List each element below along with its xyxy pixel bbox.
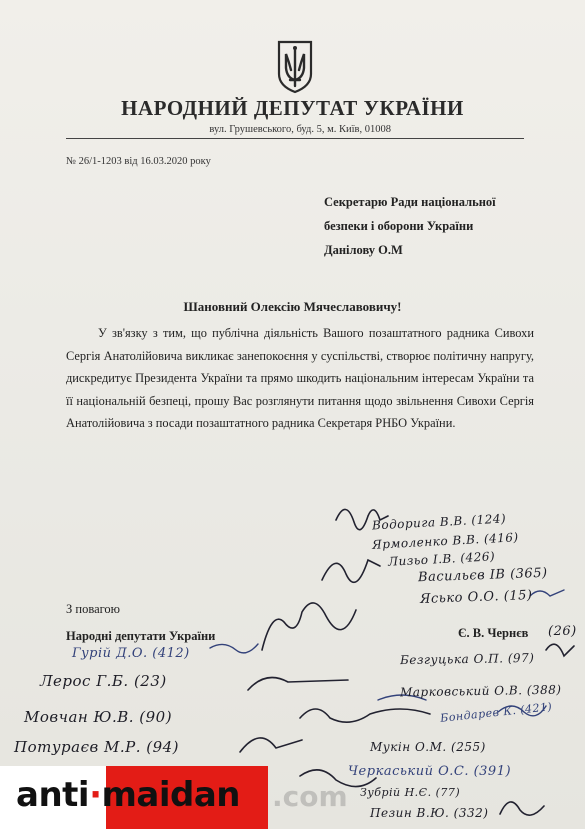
watermark-text [16,775,240,815]
handwritten-entry: Васильєв ІВ (365) [417,565,548,586]
handwritten-entry: Лерос Г.Б. (23) [40,672,167,690]
trident-emblem-icon [277,40,313,94]
addressee-line: безпеки і оборони України [324,219,474,233]
handwritten-entry: Бондарев К. (421) [439,700,553,725]
letterhead-divider [66,138,524,139]
signature-stroke [530,590,564,596]
handwritten-entry: Зубрій Н.Є. (77) [360,786,461,799]
watermark-dot: · [89,775,102,815]
handwritten-entry: Черкаський О.С. (391) [348,764,512,779]
handwritten-entry: Мовчан Ю.В. (90) [24,708,173,726]
signature-stroke [262,603,356,650]
signature-stroke [546,644,574,656]
handwritten-entry: Марковський О.В. (388) [399,682,562,700]
handwritten-entry: Потураєв М.Р. (94) [14,738,180,756]
handwritten-entry: (26) [548,624,577,639]
salutation: Шановний Олексію Мячеславовичу! [183,299,402,314]
watermark-domain: .com [272,780,348,813]
addressee-line: Секретарю Ради національної [324,195,496,209]
handwritten-entry: Ясько О.О. (15) [419,588,533,607]
reference-number: № 26/1-1203 від 16.03.2020 року [66,156,211,167]
signer-title: Народні депутати України [66,629,216,643]
addressee-line: Данілову О.М [324,243,403,257]
signature-stroke [210,644,258,653]
addressee-block [324,190,554,262]
handwritten-entry: Лизьо І.В. (426) [387,549,496,569]
handwritten-entry: Водорига В.В. (124) [371,511,507,533]
handwritten-entry: Гурій Д.О. (412) [72,646,190,661]
letterhead-address: вул. Грушевського, буд. 5, м. Київ, 01008 [209,124,391,135]
handwritten-entry: Ярмоленко В.В. (416) [371,530,520,552]
signature-stroke [240,738,302,752]
watermark-part-maidan: maidan [101,775,240,815]
watermark-part-anti: anti [16,775,90,815]
handwritten-entry: Пезин В.Ю. (332) [370,806,489,820]
signature-stroke [322,560,380,582]
handwritten-entry: Безгуцька О.П. (97) [399,650,535,668]
letter-body: У зв'язку з тим, що публічна діяльність Вашого позаштатного радника Сивохи Сергія Анатолійовича викликає занепокоєння у суспільстві, створює політичну напругу, дискредитує Президента України та прямо шкодить національним інтересам України та її національній безпеці, прошу Вас розглянути питання щодо звільнення Сивохи Сергія Анатолійовича з посади позаштатного радника Секретаря РНБО України. [66,326,534,431]
handwritten-entry: Мукін О.М. (255) [370,740,486,754]
letterhead-title: НАРОДНИЙ ДЕПУТАТ УКРАЇНИ [121,96,464,120]
watermark-banner [0,766,585,829]
signature-stroke [248,678,348,691]
signature-stroke [300,709,430,722]
signer-name: Є. В. Чернєв [458,626,529,640]
closing-regards: З повагою [66,602,121,616]
